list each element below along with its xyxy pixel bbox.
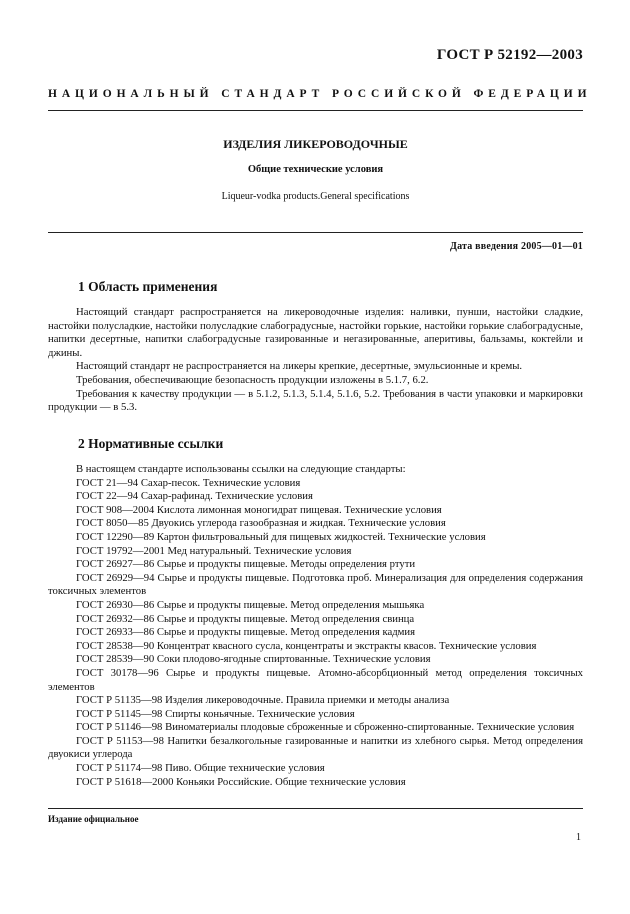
reference-item: ГОСТ 21—94 Сахар-песок. Технические условия	[76, 476, 301, 489]
reference-item: ГОСТ Р 51145—98 Спирты коньячные. Технические условия	[76, 707, 355, 720]
paragraph: Требования к качеству продукции — в 5.1.2, 5.1.3, 5.1.4, 5.1.6, 5.2. Требования в части упаковки и маркировки продукции — в 5.3.	[48, 387, 583, 414]
header-divider	[48, 110, 583, 111]
section-heading-references: 2 Нормативные ссылки	[78, 436, 224, 451]
reference-item: ГОСТ Р 51174—98 Пиво. Общие технические условия	[76, 762, 325, 775]
reference-item: ГОСТ 12290—89 Картон фильтровальный для пищевых жидкостей. Технические условия	[76, 530, 486, 543]
national-standard-banner: НАЦИОНАЛЬНЫЙ СТАНДАРТ РОССИЙСКОЙ ФЕДЕРАЦИИ	[48, 88, 592, 100]
footer-divider	[48, 808, 583, 809]
introduction-date: Дата введения 2005—01—01	[450, 241, 583, 252]
paragraph: Настоящий стандарт распространяется на ликероводочные изделия: наливки, пунши, настойки сладкие, настойки полусладкие, настойки полусладкие слабоградусные, настойки горькие, настойки горькие слабоградусные, напитки десертные, напитки слабоградусные газированные и негазированные, аперитивы, бальзамы, коктейли и джины.	[48, 306, 583, 359]
reference-item: ГОСТ 26933—86 Сырье и продукты пищевые. Метод определения кадмия	[76, 626, 416, 639]
document-title: ИЗДЕЛИЯ ЛИКЕРОВОДОЧНЫЕ	[223, 137, 408, 151]
edition-label: Издание официальное	[48, 814, 139, 824]
reference-item: ГОСТ 26929—94 Сырье и продукты пищевые. Подготовка проб. Минерализация для определения содержания токсичных элементов	[48, 571, 583, 598]
reference-item: ГОСТ 26930—86 Сырье и продукты пищевые. Метод определения мышьяка	[76, 598, 425, 611]
reference-item: ГОСТ 26932—86 Сырье и продукты пищевые. Метод определения свинца	[76, 612, 415, 625]
reference-item: ГОСТ 908—2004 Кислота лимонная моногидрат пищевая. Технические условия	[76, 503, 442, 516]
paragraph: Настоящий стандарт не распространяется на ликеры крепкие, десертные, эмульсионные и кремы.	[76, 360, 523, 373]
section-body-references	[48, 463, 583, 789]
reference-item: ГОСТ Р 51146—98 Виноматериалы плодовые сброженные и сброженно-спиртованные. Технические условия	[76, 721, 575, 734]
reference-item: ГОСТ Р 51135—98 Изделия ликероводочные. Правила приемки и методы анализа	[76, 694, 450, 707]
english-title: Liqueur-vodka products.General specifications	[221, 191, 410, 202]
title-divider	[48, 232, 583, 233]
paragraph: В настоящем стандарте использованы ссылки на следующие стандарты:	[76, 463, 406, 475]
reference-item: ГОСТ 26927—86 Сырье и продукты пищевые. Методы определения ртути	[76, 558, 416, 571]
reference-item: ГОСТ Р 51153—98 Напитки безалкогольные газированные и напитки из хлебного сырья. Метод определения двуокиси углерода	[48, 734, 583, 761]
reference-item: ГОСТ 22—94 Сахар-рафинад. Технические условия	[76, 490, 313, 503]
reference-item: ГОСТ 19792—2001 Мед натуральный. Технические условия	[76, 544, 352, 557]
paragraph: Требования, обеспечивающие безопасность продукции изложены в 5.1.7, 6.2.	[76, 373, 429, 386]
reference-item: ГОСТ 28538—90 Концентрат квасного сусла, концентраты и экстракты квасов. Технические условия	[76, 639, 537, 652]
section-heading-scope: 1 Область применения	[78, 279, 218, 294]
reference-item: ГОСТ 30178—96 Сырье и продукты пищевые. Атомно-абсорбционный метод определения токсичных элементов	[48, 666, 583, 693]
reference-item: ГОСТ 8050—85 Двуокись углерода газообразная и жидкая. Технические условия	[76, 517, 446, 530]
section-body-scope	[48, 306, 583, 415]
reference-item: ГОСТ Р 51618—2000 Коньяки Российские. Общие технические условия	[76, 775, 406, 788]
reference-item: ГОСТ 28539—90 Соки плодово-ягодные спиртованные. Технические условия	[76, 653, 431, 666]
document-subtitle: Общие технические условия	[247, 164, 384, 175]
document-code: ГОСТ Р 52192—2003	[436, 47, 583, 63]
page-number: 1	[576, 832, 581, 843]
